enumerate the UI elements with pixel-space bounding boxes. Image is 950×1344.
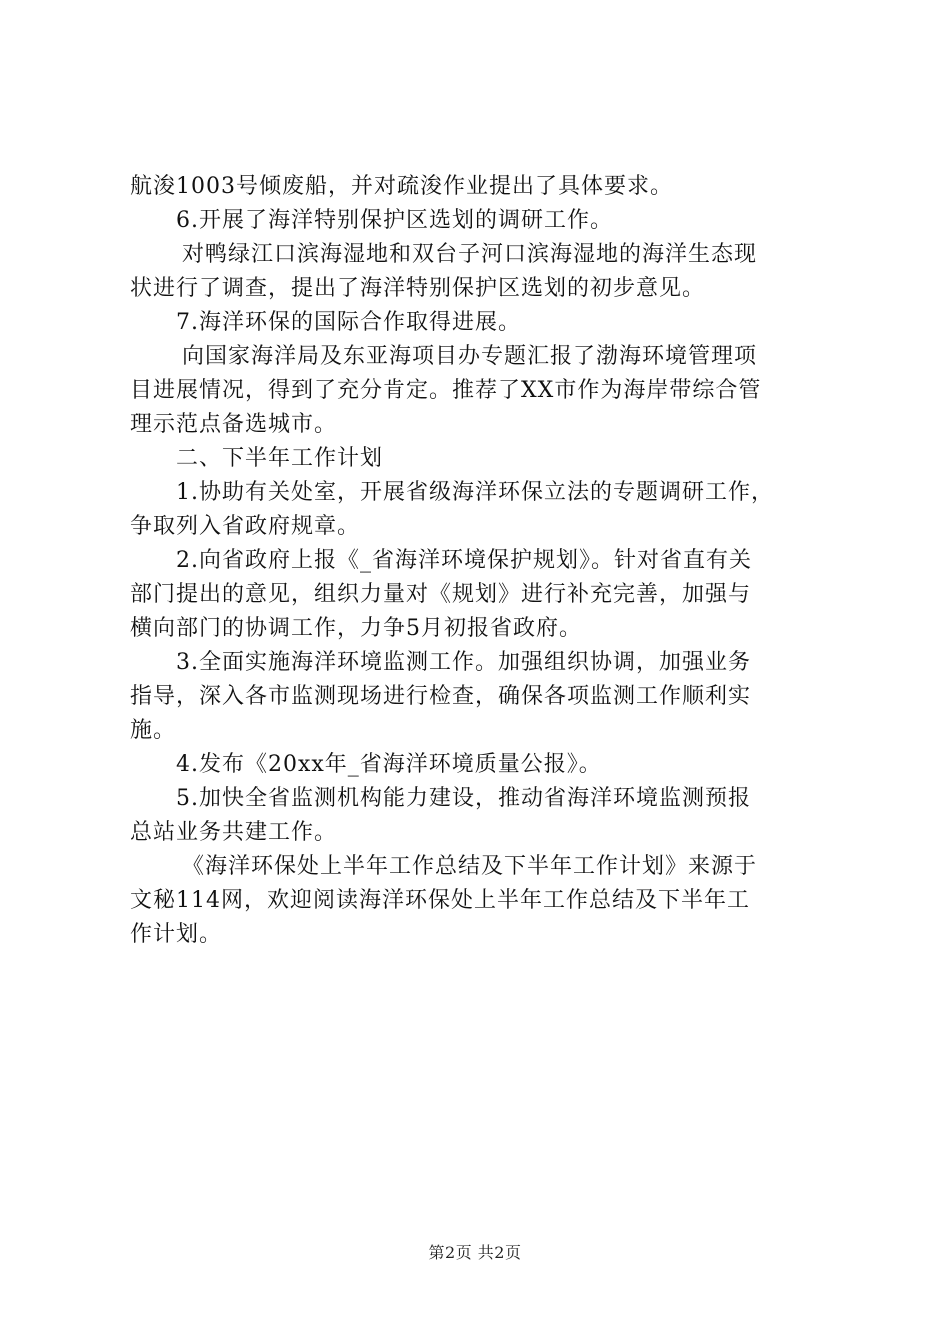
paragraph-line: 争取列入省政府规章。 xyxy=(130,514,361,539)
page-number: 第2页 共2页 xyxy=(428,1243,522,1262)
list-item: 3.全面实施海洋环境监测工作。加强组织协调，加强业务 xyxy=(176,650,751,675)
paragraph-line: 指导，深入各市监测现场进行检查，确保各项监测工作顺利实 xyxy=(130,684,752,709)
document-body xyxy=(130,170,830,952)
paragraph-line: 总站业务共建工作。 xyxy=(130,820,338,845)
list-item: 1.协助有关处室，开展省级海洋环保立法的专题调研工作， xyxy=(176,480,774,505)
paragraph-line: 施。 xyxy=(130,718,177,743)
paragraph-line: 横向部门的协调工作，力争5月初报省政府。 xyxy=(130,616,582,641)
paragraph-line: 对鸭绿江口滨海湿地和双台子河口滨海湿地的海洋生态现 xyxy=(182,242,758,267)
list-item: 2.向省政府上报《_省海洋环境保护规划》。针对省直有关 xyxy=(176,548,752,573)
list-item-heading: 6.开展了海洋特别保护区选划的调研工作。 xyxy=(176,208,613,233)
paragraph-line: 文秘114网，欢迎阅读海洋环保处上半年工作总结及下半年工 xyxy=(130,888,750,913)
text-line: 航浚1003号倾废船，并对疏浚作业提出了具体要求。 xyxy=(130,174,673,199)
list-item-heading: 7.海洋环保的国际合作取得进展。 xyxy=(176,310,521,335)
section-heading: 二、下半年工作计划 xyxy=(176,446,384,471)
paragraph-line: 作计划。 xyxy=(130,922,223,947)
paragraph-line: 理示范点备选城市。 xyxy=(130,412,338,437)
closing-paragraph: 《海洋环保处上半年工作总结及下半年工作计划》来源于 xyxy=(182,854,758,879)
paragraph-line: 部门提出的意见，组织力量对《规划》进行补充完善，加强与 xyxy=(130,582,752,607)
paragraph-line: 向国家海洋局及东亚海项目办专题汇报了渤海环境管理项 xyxy=(182,344,758,369)
paragraph-line: 状进行了调查，提出了海洋特别保护区选划的初步意见。 xyxy=(130,276,706,301)
list-item: 4.发布《20xx年_省海洋环境质量公报》。 xyxy=(176,752,602,777)
list-item: 5.加快全省监测机构能力建设，推动省海洋环境监测预报 xyxy=(176,786,751,811)
paragraph-line: 目进展情况，得到了充分肯定。推荐了XX市作为海岸带综合管 xyxy=(130,378,762,403)
